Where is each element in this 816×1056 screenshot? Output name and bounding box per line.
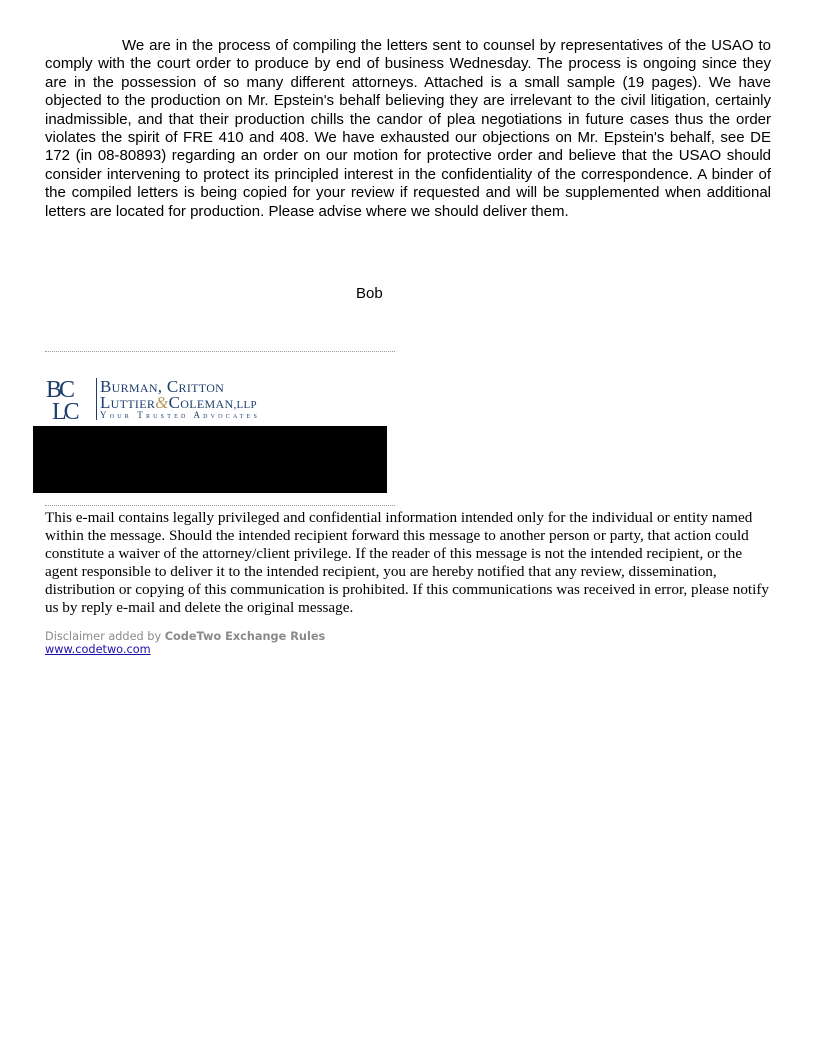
codetwo-link[interactable]: www.codetwo.com [45, 643, 151, 656]
confidentiality-disclaimer: This e-mail contains legally privileged and confidential information intended only for the individual or entity named within the message. Should the intended recipient forward this message to another person or party, that action could constitute a waiver of the attorney/client privilege. If the reader of this message is not the intended recipient, or the agent responsible to deliver it to the intended recipient, you are hereby notified that any review, dissemination, distribution or copying of this communication is prohibited. If this communications was received in error, please notify us by reply e-mail and delete the original message. [45, 509, 770, 616]
logo-divider [96, 378, 97, 420]
logo-llp: ,LLP [233, 399, 257, 411]
signature-divider-top [45, 351, 395, 352]
logo-tagline: Your Trusted Advocates [100, 410, 261, 420]
firm-monogram-icon [46, 377, 94, 421]
svg-text:BC: BC [46, 377, 73, 403]
logo-firm-luttier: Luttier [100, 393, 156, 412]
codetwo-prefix: Disclaimer added by [45, 630, 165, 643]
logo-ampersand: & [155, 393, 169, 412]
logo-firm-line1: Burman, Critton [100, 377, 225, 396]
firm-logo [46, 377, 306, 423]
svg-text:LC: LC [52, 399, 77, 421]
signoff-name: Bob [356, 285, 383, 302]
codetwo-product: CodeTwo Exchange Rules [164, 630, 326, 643]
signature-divider-bottom [45, 505, 395, 506]
redaction-block [33, 426, 387, 493]
codetwo-notice [45, 630, 325, 643]
logo-firm-coleman: Coleman [168, 393, 234, 412]
email-body: We are in the process of compiling the letters sent to counsel by representatives of the USAO to comply with the court order to produce by end of business Wednesday. The process is ongoing since they are in the possession of so many different attorneys. Attached is a small sample (19 pages). We have objected to the production on Mr. Epstein's behalf believing they are irrelevant to the civil litigation, certainly inadmissible, and that their production chills the candor of plea negotiations in future cases thus the order violates the spirit of FRE 410 and 408. We have exhausted our objections on Mr. Epstein's behalf, see DE 172 (in 08-80893) regarding an order on our motion for protective order and believe that the USAO should consider intervening to protect its principled interest in the confidentiality of the correspondence. A binder of the compiled letters is being copied for your review if requested and will be supplemented when additional letters are located for production. Please advise where we should deliver them. [45, 37, 771, 220]
